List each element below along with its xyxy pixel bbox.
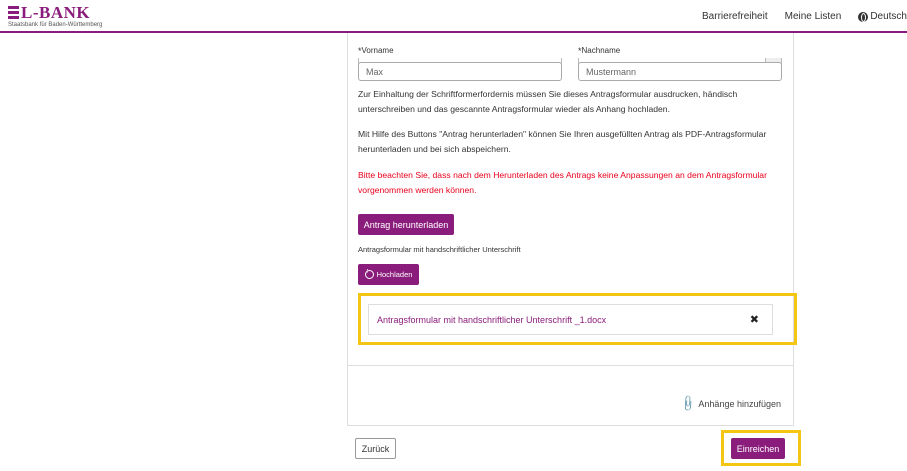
upload-icon xyxy=(365,270,374,279)
language-selector[interactable] xyxy=(858,11,907,22)
application-form-card xyxy=(347,33,794,426)
language-label: Deutsch xyxy=(870,11,907,22)
lbank-logo[interactable] xyxy=(8,4,102,28)
firstname-input[interactable]: Max xyxy=(358,62,562,81)
download-warning: Bitte beachten Sie, dass nach dem Herunterladen des Antrags keine Anpassungen an dem Antragsformular vorgenommen werden können. xyxy=(358,170,767,195)
back-button[interactable]: Zurück xyxy=(355,438,396,459)
submit-button[interactable]: Einreichen xyxy=(731,438,785,459)
lastname-input[interactable]: Mustermann xyxy=(578,62,782,81)
nav-my-lists-link[interactable]: Meine Listen xyxy=(784,11,842,22)
lastname-label: *Nachname xyxy=(578,46,621,56)
globe-icon xyxy=(858,12,868,22)
download-application-button[interactable]: Antrag herunterladen xyxy=(358,214,454,235)
download-instructions: Mit Hilfe des Buttons "Antrag herunterladen" können Sie Ihren ausgefüllten Antrag als PDF-Antragsformular herunterladen und bei sich abspeichern. xyxy=(358,129,767,154)
top-header xyxy=(0,0,907,33)
logo-subtitle: Staatsbank für Baden-Württemberg xyxy=(8,22,103,28)
top-nav xyxy=(685,11,907,22)
logo-mark-icon xyxy=(8,6,19,19)
firstname-label: *Vorname xyxy=(358,46,394,56)
upload-button[interactable]: ↑ Hochladen xyxy=(358,264,419,285)
add-attachments-button[interactable]: 📎 Anhänge hinzufügen xyxy=(678,394,781,413)
signature-instructions: Zur Einhaltung der Schriftformerfordernis müssen Sie dieses Antragsformular ausdrucken, händisch unterschreiben und das gescannte Antragsformular wieder als Anhang hochladen. xyxy=(358,89,738,114)
logo-text: L-BANK xyxy=(21,3,91,22)
close-icon[interactable]: ✖ xyxy=(749,314,759,326)
upload-field-label: Antragsformular mit handschriftlicher Unterschrift xyxy=(358,245,521,254)
divider xyxy=(348,365,794,366)
uploaded-file-highlight xyxy=(358,293,797,345)
uploaded-file-link[interactable]: Antragsformular mit handschriftlicher Unterschrift _1.docx xyxy=(377,315,607,325)
nav-accessibility-link[interactable]: Barrierefreiheit xyxy=(702,11,768,22)
paperclip-icon: 📎 xyxy=(678,394,697,413)
